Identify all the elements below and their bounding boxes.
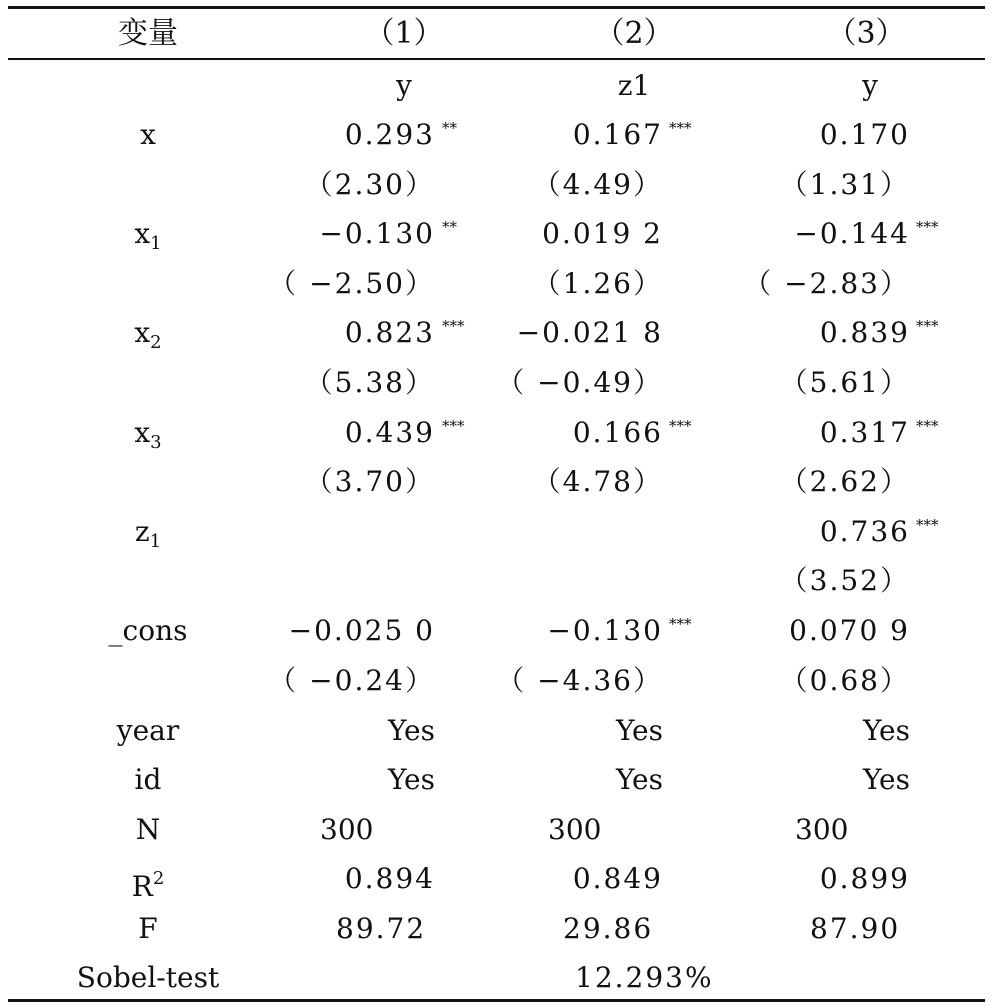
t-stat-value: （4.78） (532, 465, 663, 499)
t-stat-value: （5.61） (779, 366, 910, 399)
t-stat-row (0, 556, 992, 606)
row-label: id (134, 763, 162, 796)
n-value: 300 (320, 813, 374, 846)
n-value: 300 (548, 813, 602, 846)
coef-value: 0.439 (344, 415, 435, 449)
f-value: 89.72 (336, 912, 427, 945)
t-stat-value: （ −2.50） (268, 266, 435, 300)
header-col-2: （2） (594, 16, 674, 51)
dependent-var-row (0, 61, 992, 111)
variable-name: x (134, 316, 151, 350)
coef-row (0, 308, 992, 358)
significance-stars: *** (669, 615, 692, 633)
dependent-var-3: y (862, 69, 878, 102)
significance-stars: *** (442, 416, 465, 435)
f-value: 29.86 (563, 912, 654, 945)
row-label (134, 408, 161, 458)
t-stat-value: （2.30） (304, 167, 435, 201)
dependent-var-1: y (396, 69, 412, 102)
coef-value: 0.317 (819, 415, 910, 449)
coef-value: −0.144 (794, 217, 910, 251)
coef-row (0, 507, 992, 557)
header-row (0, 9, 992, 59)
row-label (109, 606, 188, 656)
t-stat-value: （ −4.36） (496, 663, 663, 697)
coef-row (0, 408, 992, 458)
t-stat-value: （1.31） (779, 167, 910, 201)
coef-value: 0.293 (344, 118, 435, 151)
row-label: F (138, 912, 158, 945)
coef-value: −0.130 (547, 614, 663, 647)
row-label (140, 110, 156, 160)
r2-value: 0.849 (572, 862, 663, 895)
bottom-rule (8, 999, 985, 1002)
variable-name: z (134, 514, 150, 548)
header-variable: 变量 (118, 16, 178, 51)
n-row (0, 805, 992, 855)
coef-value: 0.070 9 (789, 614, 910, 647)
variable-name: x (140, 118, 156, 151)
significance-stars: ** (442, 119, 457, 137)
coef-row (0, 606, 992, 656)
variable-subscript: 2 (150, 332, 162, 354)
row-label: N (135, 813, 161, 846)
t-stat-value: （2.62） (779, 465, 910, 499)
significance-stars: *** (916, 317, 939, 336)
t-stat-value: （1.26） (532, 266, 663, 300)
coef-value: 0.166 (572, 415, 663, 449)
row-label (134, 308, 161, 358)
fe-value: Yes (616, 763, 663, 796)
fe-value: Yes (863, 763, 910, 796)
t-stat-value: （3.52） (779, 564, 910, 598)
r2-letter: R (131, 870, 153, 903)
t-stat-value: （0.68） (779, 663, 910, 697)
significance-stars: *** (916, 218, 939, 237)
row-label (134, 209, 161, 259)
coef-row (0, 209, 992, 259)
significance-stars: *** (916, 515, 939, 534)
variable-subscript: 3 (150, 431, 162, 453)
t-stat-value: （4.49） (532, 167, 663, 201)
n-value: 300 (795, 813, 849, 846)
fe-value: Yes (388, 763, 435, 796)
row-label: Sobel-test (76, 961, 220, 994)
coef-value: 0.019 2 (542, 217, 663, 251)
coef-row (0, 110, 992, 160)
significance-stars: ** (442, 218, 457, 237)
t-stat-row (0, 160, 992, 210)
row-label: year (116, 714, 180, 747)
r2-superscript: 2 (152, 868, 165, 889)
coef-value: −0.130 (319, 217, 435, 251)
significance-stars: *** (916, 416, 939, 435)
significance-stars: *** (669, 416, 692, 435)
t-stat-row (0, 259, 992, 309)
r2-value: 0.899 (819, 862, 910, 895)
coef-value: 0.170 (819, 118, 910, 151)
coef-value: 0.167 (572, 118, 663, 151)
significance-stars: *** (442, 317, 465, 336)
variable-subscript: 1 (149, 530, 162, 552)
variable-name: x (134, 217, 151, 251)
sobel-value: 12.293% (575, 961, 714, 994)
fe-value: Yes (388, 714, 435, 747)
t-stat-row (0, 358, 992, 408)
t-stat-value: （ −0.24） (268, 663, 435, 697)
fe-row-id (0, 755, 992, 805)
fe-row-year (0, 706, 992, 756)
sobel-row (0, 953, 992, 1003)
significance-stars: *** (669, 119, 692, 137)
row-label (132, 854, 165, 904)
variable-name: _cons (108, 614, 188, 647)
t-stat-value: （ −0.49） (496, 366, 663, 399)
header-col-1: （1） (364, 16, 444, 51)
coef-value: −0.021 8 (516, 316, 663, 350)
header-rule (8, 58, 985, 60)
f-row (0, 904, 992, 954)
t-stat-row (0, 457, 992, 507)
coef-value: −0.025 0 (288, 614, 435, 647)
row-label (135, 507, 161, 557)
fe-value: Yes (863, 714, 910, 747)
fe-value: Yes (616, 714, 663, 747)
variable-name: x (134, 415, 151, 449)
t-stat-value: （ −2.83） (743, 266, 910, 300)
t-stat-value: （5.38） (304, 366, 435, 399)
variable-subscript: 1 (150, 233, 162, 255)
t-stat-value: （3.70） (304, 465, 435, 499)
f-value: 87.90 (810, 912, 901, 945)
r2-value: 0.894 (344, 862, 435, 895)
coef-value: 0.823 (344, 316, 435, 350)
r2-row (0, 854, 992, 904)
coef-value: 0.839 (819, 316, 910, 350)
coef-value: 0.736 (819, 514, 910, 548)
header-col-3: （3） (826, 16, 906, 51)
t-stat-row (0, 656, 992, 706)
dependent-var-2: z1 (617, 69, 651, 102)
